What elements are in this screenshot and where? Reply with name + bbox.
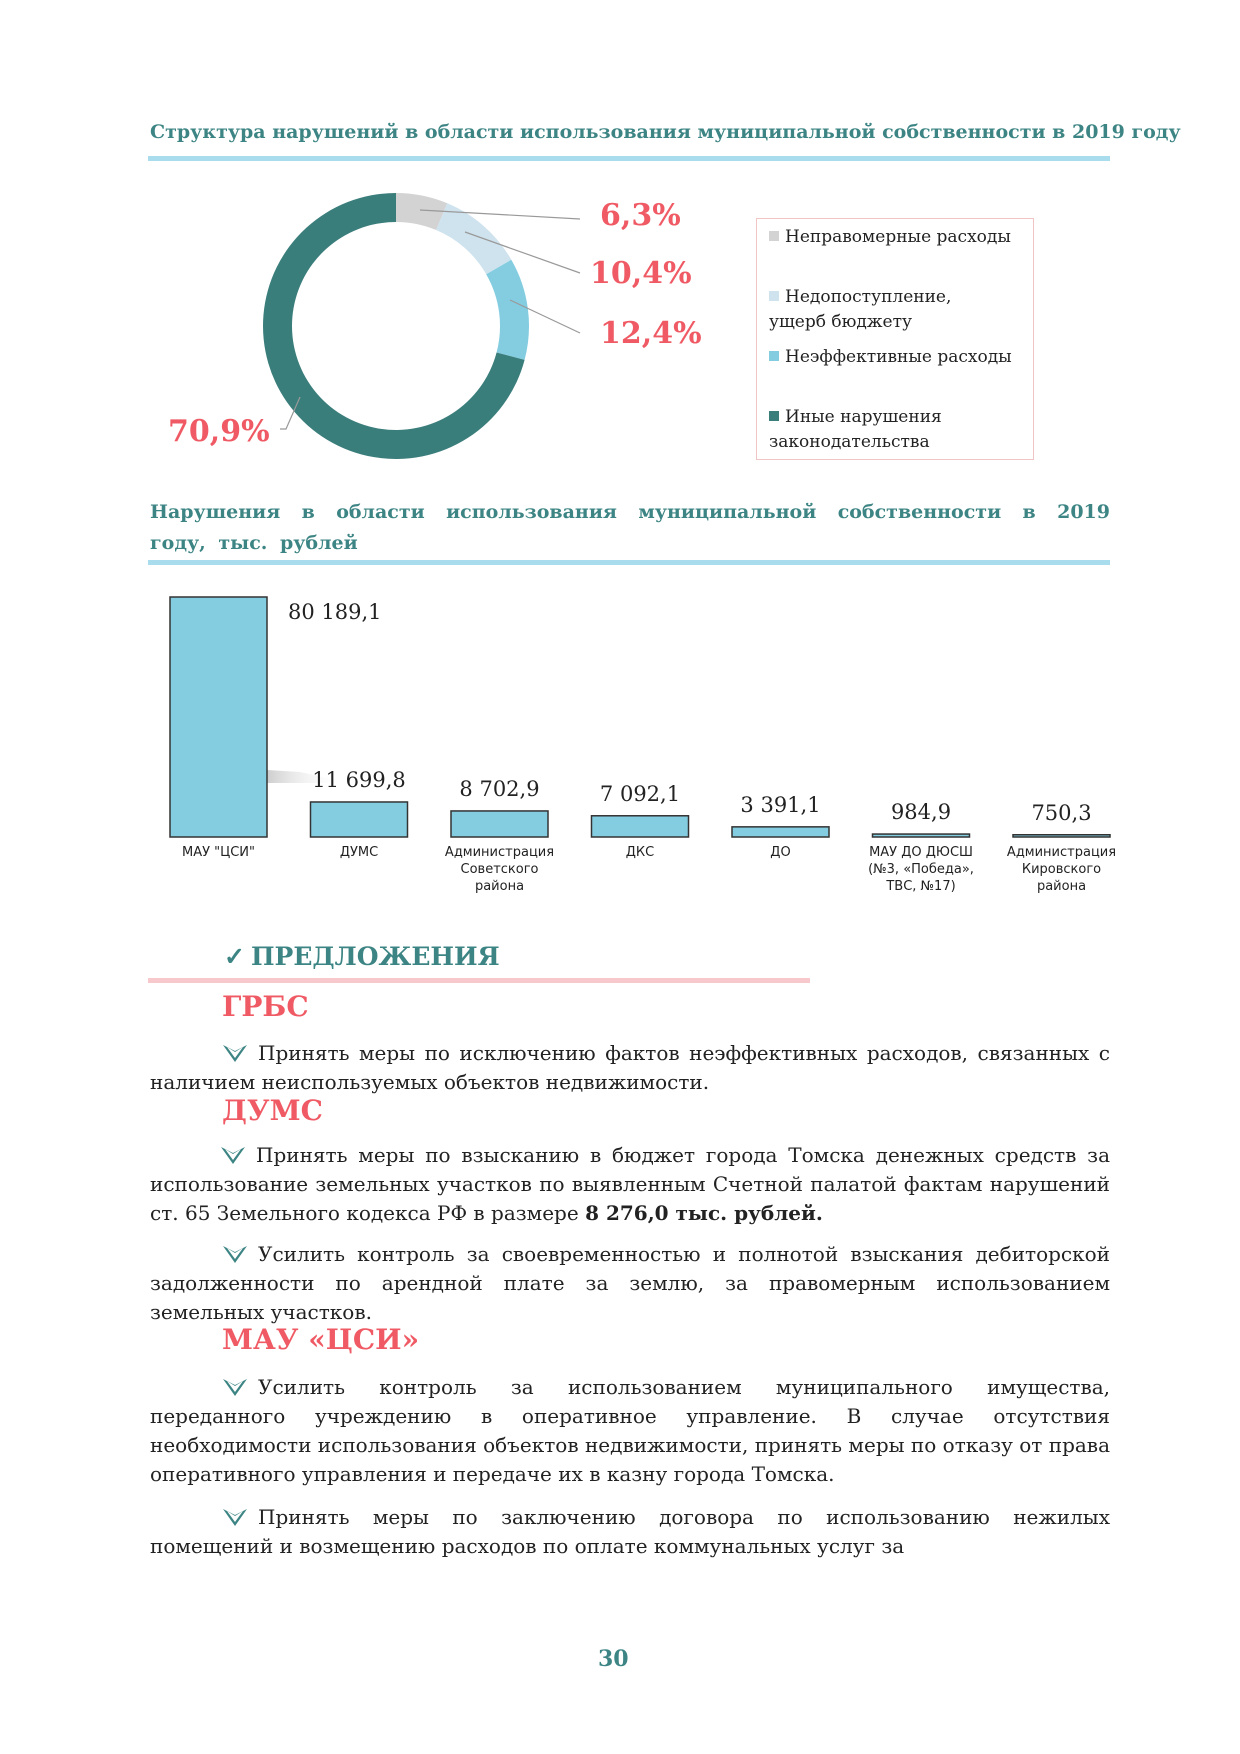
title-rule: [148, 560, 1110, 565]
bar-category-label: МАУ ДО ДЮСШ (№3, «Победа», ТВС, №17): [868, 845, 974, 894]
proposals-rule: [148, 978, 810, 983]
check-icon: ✓: [224, 942, 245, 971]
proposal-paragraph: [150, 1039, 1110, 1097]
bar-value-label: 3 391,1: [740, 792, 821, 817]
bar-5: [732, 827, 829, 837]
pie-legend: [756, 218, 1034, 460]
proposal-paragraph: [150, 1373, 1110, 1489]
proposal-amount: 8 276,0 тыс. рублей.: [585, 1201, 823, 1225]
legend-label: Неэффективные расходы: [785, 347, 1012, 367]
bar-value-label: 8 702,9: [459, 776, 540, 801]
legend-swatch: [769, 231, 779, 241]
bar-category-label: ДКС: [625, 845, 655, 860]
arrow-check-icon: [222, 1043, 248, 1063]
donut-slice-3: [486, 260, 529, 360]
page-number: 30: [598, 1646, 629, 1672]
section-title-grbs: ГРБС: [222, 990, 309, 1023]
bar-value-label: 80 189,1: [288, 600, 382, 624]
proposal-paragraph: [150, 1240, 1110, 1327]
legend-label: Неправомерные расходы: [785, 227, 1011, 247]
pie-label-12-4: 12,4%: [600, 316, 702, 351]
bar-chart-title: Нарушения в области использования муниципальной собственности в 2019 году, тыс. рублей: [150, 501, 1110, 554]
bar-3: [451, 811, 548, 837]
bar-7: [1013, 835, 1110, 837]
proposal-text: Принять меры по взысканию в бюджет города Томска денежных средств за использование земельных участков по выявленным Счетной палатой фактам нарушений ст. 65 Земельного кодекса РФ в размере: [150, 1143, 1110, 1225]
legend-item-inefficient: [769, 345, 1012, 370]
bar-category-label: МАУ "ЦСИ": [181, 845, 256, 860]
section-title-dums: ДУМС: [222, 1094, 323, 1127]
proposal-text: Принять меры по исключению фактов неэффективных расходов, связанных с наличием неиспользуемых объектов недвижимости.: [150, 1041, 1110, 1094]
arrow-check-icon: [222, 1377, 248, 1397]
bar-value-label: 7 092,1: [599, 781, 681, 806]
bar-value-label: 984,9: [890, 800, 952, 825]
bar-4: [592, 816, 689, 837]
legend-swatch: [769, 291, 779, 301]
title-rule: [148, 156, 1110, 161]
proposal-paragraph: [150, 1503, 1110, 1561]
arrow-check-icon: [222, 1507, 248, 1527]
bar-value-label: 750,3: [1031, 800, 1092, 825]
section-title-mau-csi: МАУ «ЦСИ»: [222, 1323, 420, 1356]
legend-item-shortfall: [769, 285, 1009, 335]
legend-label: Иные нарушения законодательства: [769, 407, 942, 452]
arrow-check-icon: [222, 1244, 248, 1264]
bar-1: [170, 597, 267, 837]
legend-label: Недопоступление, ущерб бюджету: [769, 287, 952, 332]
proposal-text: Усилить контроль за своевременностью и полнотой взыскания дебиторской задолженности по арендной плате за землю, за правомерным использованием земельных участков.: [150, 1242, 1110, 1324]
legend-swatch: [769, 351, 779, 361]
bar-category-label: ДУМС: [339, 845, 379, 860]
bar-category-label: Администрация Советского района: [444, 845, 555, 894]
proposal-text: Усилить контроль за использованием муниципального имущества, переданного учреждению в оперативное управление. В случае отсутствия необходимости использования объектов недвижимости, принять меры по отказу от права оперативного управления и передаче их в казну города Томска.: [150, 1375, 1110, 1486]
pie-label-6-3: 6,3%: [600, 198, 681, 233]
bar-category-label: Администрация Кировского района: [1006, 845, 1117, 894]
arrow-check-icon: [220, 1145, 246, 1165]
proposal-paragraph: [150, 1141, 1110, 1228]
bar-2: [311, 802, 408, 837]
bar-value-label: 11 699,8: [312, 767, 406, 792]
legend-item-unlawful: [769, 225, 1011, 250]
pie-label-10-4: 10,4%: [590, 256, 692, 291]
legend-item-other: [769, 405, 969, 455]
proposals-heading: [224, 942, 500, 971]
bar-category-label: ДО: [770, 845, 791, 860]
bar-6: [873, 834, 970, 837]
legend-swatch: [769, 411, 779, 421]
proposal-text: Принять меры по заключению договора по использованию нежилых помещений и возмещению расходов по оплате коммунальных услуг за: [150, 1505, 1110, 1558]
pie-label-70-9: 70,9%: [168, 414, 270, 449]
pie-chart-title: Структура нарушений в области использования муниципальной собственности в 2019 году: [150, 121, 1181, 143]
proposals-heading-text: ПРЕДЛОЖЕНИЯ: [250, 942, 500, 971]
